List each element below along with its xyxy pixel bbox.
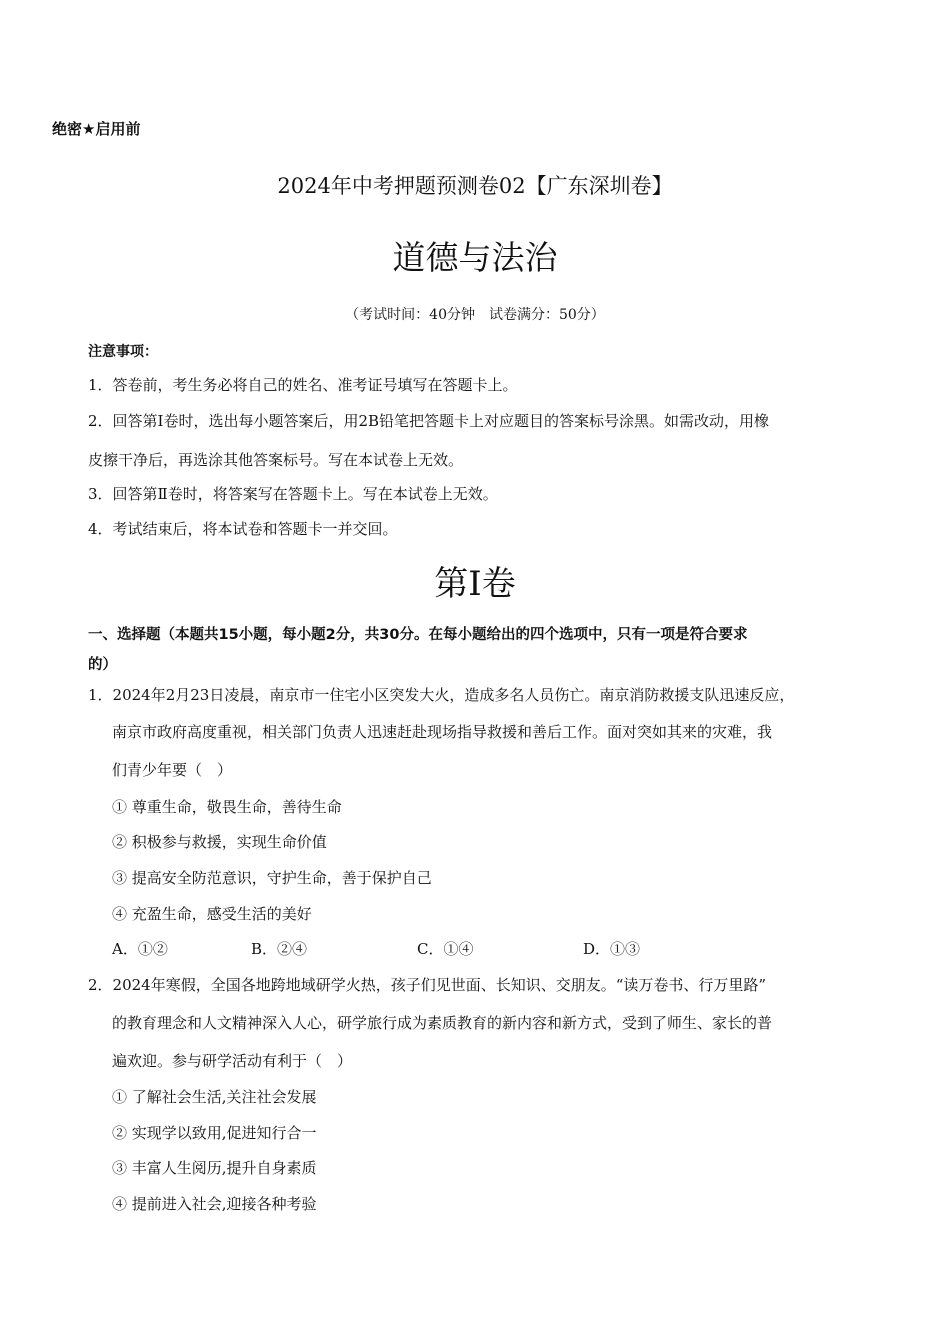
question-1-option-b: B．②④ <box>251 940 308 958</box>
question-1-option-a: A．①② <box>112 940 168 958</box>
notice-line: 4．考试结束后，将本试卷和答题卡一并交回。 <box>88 520 398 538</box>
notice-heading: 注意事项： <box>88 344 158 360</box>
question-1-stem: 南京市政府高度重视，相关部门负责人迅速赶赴现场指导救援和善后工作。面对突如其来的灾难，我 <box>112 723 773 741</box>
secret-mark: 绝密★启用前 <box>52 120 141 138</box>
question-2-statement: ③ 丰富人生阅历,提升自身素质 <box>112 1159 317 1177</box>
question-1-stem: 们青少年要（ ） <box>112 761 233 779</box>
question-2-statement: ① 了解社会生活,关注社会发展 <box>112 1088 317 1106</box>
question-2-statement: ④ 提前进入社会,迎接各种考验 <box>112 1195 317 1213</box>
section-heading: 一、选择题（本题共15小题，每小题2分，共30分。在每小题给出的四个选项中，只有一项是符合要求 <box>88 627 748 643</box>
volume-title: 第Ⅰ卷 <box>434 564 516 604</box>
question-1-stem: 1．2024年2月23日凌晨，南京市一住宅小区突发大火，造成多名人员伤亡。南京消防救援支队迅速反应， <box>88 686 795 704</box>
question-1-statement: ① 尊重生命，敬畏生命，善待生命 <box>112 798 342 816</box>
question-1-statement: ③ 提高安全防范意识，守护生命，善于保护自己 <box>112 869 432 887</box>
notice-line: 皮擦干净后，再选涂其他答案标号。写在本试卷上无效。 <box>88 451 464 469</box>
question-1-option-d: D．①③ <box>583 940 641 958</box>
notice-line: 1．答卷前，考生务必将自己的姓名、准考证号填写在答题卡上。 <box>88 376 518 394</box>
exam-title: 2024年中考押题预测卷02【广东深圳卷】 <box>277 174 673 198</box>
question-1-option-c: C．①④ <box>417 940 474 958</box>
question-2-statement: ② 实现学以致用,促进知行合一 <box>112 1124 317 1142</box>
subject-title: 道德与法治 <box>392 238 558 277</box>
section-heading: 的） <box>88 657 117 673</box>
question-1-statement: ④ 充盈生命，感受生活的美好 <box>112 905 312 923</box>
question-2-stem: 的教育理念和人文精神深入人心，研学旅行成为素质教育的新内容和新方式，受到了师生、家长的普 <box>112 1014 773 1032</box>
exam-info: （考试时间：40分钟 试卷满分：50分） <box>345 307 605 323</box>
question-2-stem: 遍欢迎。参与研学活动有利于（ ） <box>112 1052 353 1070</box>
notice-line: 2．回答第Ⅰ卷时，选出每小题答案后，用2B铅笔把答题卡上对应题目的答案标号涂黑。如需改动，用橡 <box>88 412 770 430</box>
notice-line: 3．回答第Ⅱ卷时，将答案写在答题卡上。写在本试卷上无效。 <box>88 485 498 503</box>
question-2-stem: 2．2024年寒假，全国各地跨地域研学火热，孩子们见世面、长知识、交朋友。“读万卷书、行万里路” <box>88 976 767 994</box>
question-1-statement: ② 积极参与救援，实现生命价值 <box>112 833 327 851</box>
